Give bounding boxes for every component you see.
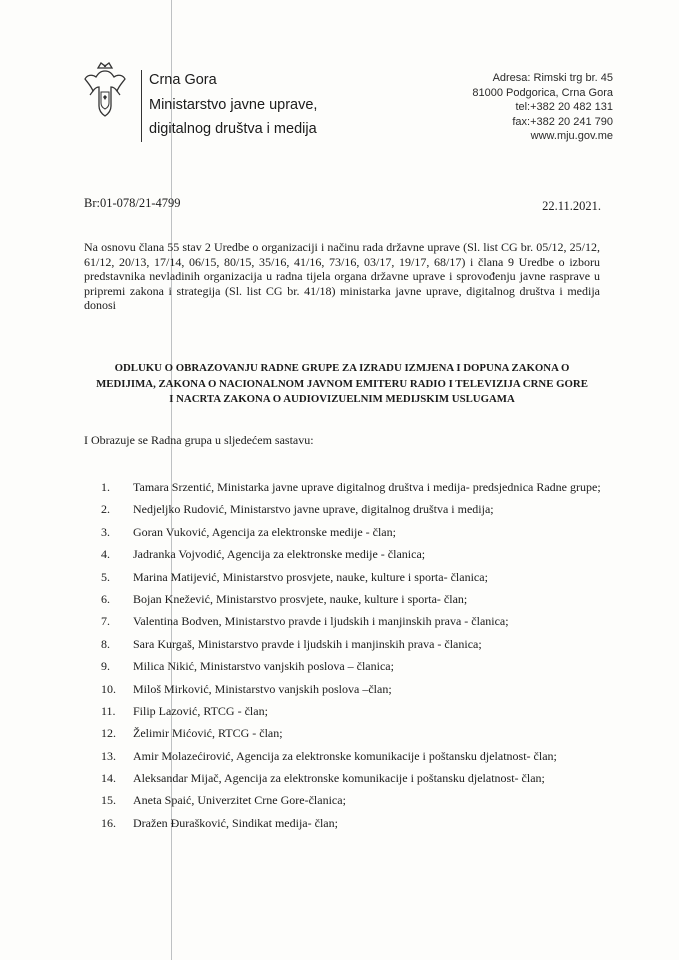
list-item-number: 7. — [101, 614, 110, 629]
list-item-text: Aleksandar Mijač, Agencija za elektronske komunikacije i poštansku djelatnost- član; — [133, 771, 545, 786]
list-item — [101, 480, 601, 495]
list-item-text: Aneta Spaić, Univerzitet Crne Gore-članica; — [133, 793, 346, 808]
coat-of-arms-icon — [84, 62, 126, 118]
list-item-number: 14. — [101, 771, 116, 786]
list-item-text: Goran Vuković, Agencija za elektronske medije - član; — [133, 524, 396, 539]
ministry-line: digitalnog društva i medija — [149, 121, 317, 137]
contact-block — [472, 71, 613, 144]
list-item — [101, 570, 601, 585]
list-item-number: 4. — [101, 547, 110, 562]
list-item — [101, 614, 601, 629]
list-item-text: Amir Molazećirović, Agencija za elektronske komunikacije i poštansku djelatnost- član; — [133, 748, 557, 763]
list-item-text: Tamara Srzentić, Ministarka javne uprave digitalnog društva i medija- predsjednica Radne grupe; — [133, 480, 601, 494]
list-item-number: 2. — [101, 502, 110, 517]
list-item-number: 1. — [101, 480, 110, 494]
ministry-name — [149, 68, 317, 142]
list-item-text: Milica Nikić, Ministarstvo vanjskih poslova – članica; — [133, 659, 394, 674]
document-date: 22.11.2021. — [542, 199, 601, 213]
list-item-number: 15. — [101, 793, 116, 808]
contact-fax: fax:+382 20 241 790 — [512, 115, 613, 128]
contact-address: Adresa: Rimski trg br. 45 — [492, 72, 613, 84]
title-line: I NACRTA ZAKONA O AUDIOVIZUELNIM MEDIJSKIM USLUGAMA — [169, 393, 515, 405]
list-item-text: Nedjeljko Rudović, Ministarstvo javne uprave, digitalnog društva i medija; — [133, 502, 494, 517]
list-item — [101, 816, 601, 831]
list-item-number: 12. — [101, 726, 116, 741]
list-item-text: Sara Kurgaš, Ministarstvo pravde i ljudskih i manjinskih prava - članica; — [133, 636, 482, 651]
list-item — [101, 525, 601, 540]
list-item-number: 13. — [101, 748, 116, 763]
list-item-number: 6. — [101, 591, 110, 606]
list-item — [101, 659, 601, 674]
contact-phone: tel:+382 20 482 131 — [515, 101, 613, 114]
decision-title — [84, 361, 600, 408]
composition-intro: I Obrazuje se Radna grupa u sljedećem sastavu: — [84, 433, 314, 447]
list-item-number: 10. — [101, 681, 116, 696]
list-item — [101, 704, 601, 719]
member-list — [101, 480, 601, 838]
list-item-number: 8. — [101, 636, 110, 651]
list-item — [101, 547, 601, 562]
ministry-line: Crna Gora — [149, 72, 217, 88]
ministry-line: Ministarstvo javne uprave, — [149, 96, 318, 113]
list-item-text: Miloš Mirković, Ministarstvo vanjskih poslova –član; — [133, 681, 392, 696]
list-item — [101, 771, 601, 786]
list-item-number: 11. — [101, 703, 116, 718]
preamble-paragraph: Na osnovu člana 55 stav 2 Uredbe o organizaciji i načinu rada državne uprave (Sl. list CG br. 05/12, 25/12, 61/12, 20/13, 17/14, 06/15, 80/15, 35/16, 41/16, 73/16, 03/17, 19/17, 68/17) i člana 9 Uredbe o izboru predstavnika nevladinih organizacija u radna tijela organa državne uprave i sprovođenju javne rasprave u pripremi zakona i strategija (Sl. list CG br. 41/18) ministarka javne uprave, digitalnog društva i medija donosi — [84, 240, 600, 313]
contact-website: www.mju.gov.me — [530, 130, 613, 143]
list-item — [101, 502, 601, 517]
list-item-number: 16. — [101, 815, 116, 830]
list-item-text: Jadranka Vojvodić, Agencija za elektronske medije - članica; — [133, 547, 426, 562]
list-item-number: 9. — [101, 659, 110, 674]
list-item — [101, 637, 601, 652]
list-item-text: Bojan Knežević, Ministarstvo prosvjete, nauke, kulture i sporta- član; — [133, 591, 468, 606]
list-item-number: 5. — [101, 569, 110, 584]
reference-number: Br:01-078/21-4799 — [84, 196, 181, 210]
list-item — [101, 682, 601, 697]
list-item-text: Filip Lazović, RTCG - član; — [133, 703, 268, 718]
list-item-number: 3. — [101, 524, 110, 539]
list-item-text: Želimir Mićović, RTCG - član; — [133, 726, 283, 741]
contact-city: 81000 Podgorica, Crna Gora — [472, 86, 613, 99]
list-item-text: Dražen Đurašković, Sindikat medija- član; — [133, 815, 338, 830]
title-line: MEDIJIMA, ZAKONA O NACIONALNOM JAVNOM EMITERU RADIO I TELEVIZIJA CRNE GORE — [96, 377, 588, 390]
list-item — [101, 592, 601, 607]
list-item-text: Marina Matijević, Ministarstvo prosvjete, nauke, kulture i sporta- članica; — [133, 569, 488, 584]
header-separator — [141, 70, 142, 142]
list-item — [101, 793, 601, 808]
list-item — [101, 726, 601, 741]
list-item-text: Valentina Bodven, Ministarstvo pravde i ljudskih i manjinskih prava - članica; — [133, 614, 509, 629]
title-line: ODLUKU O OBRAZOVANJU RADNE GRUPE ZA IZRADU IZMJENA I DOPUNA ZAKONA O — [114, 362, 570, 374]
list-item — [101, 749, 601, 764]
